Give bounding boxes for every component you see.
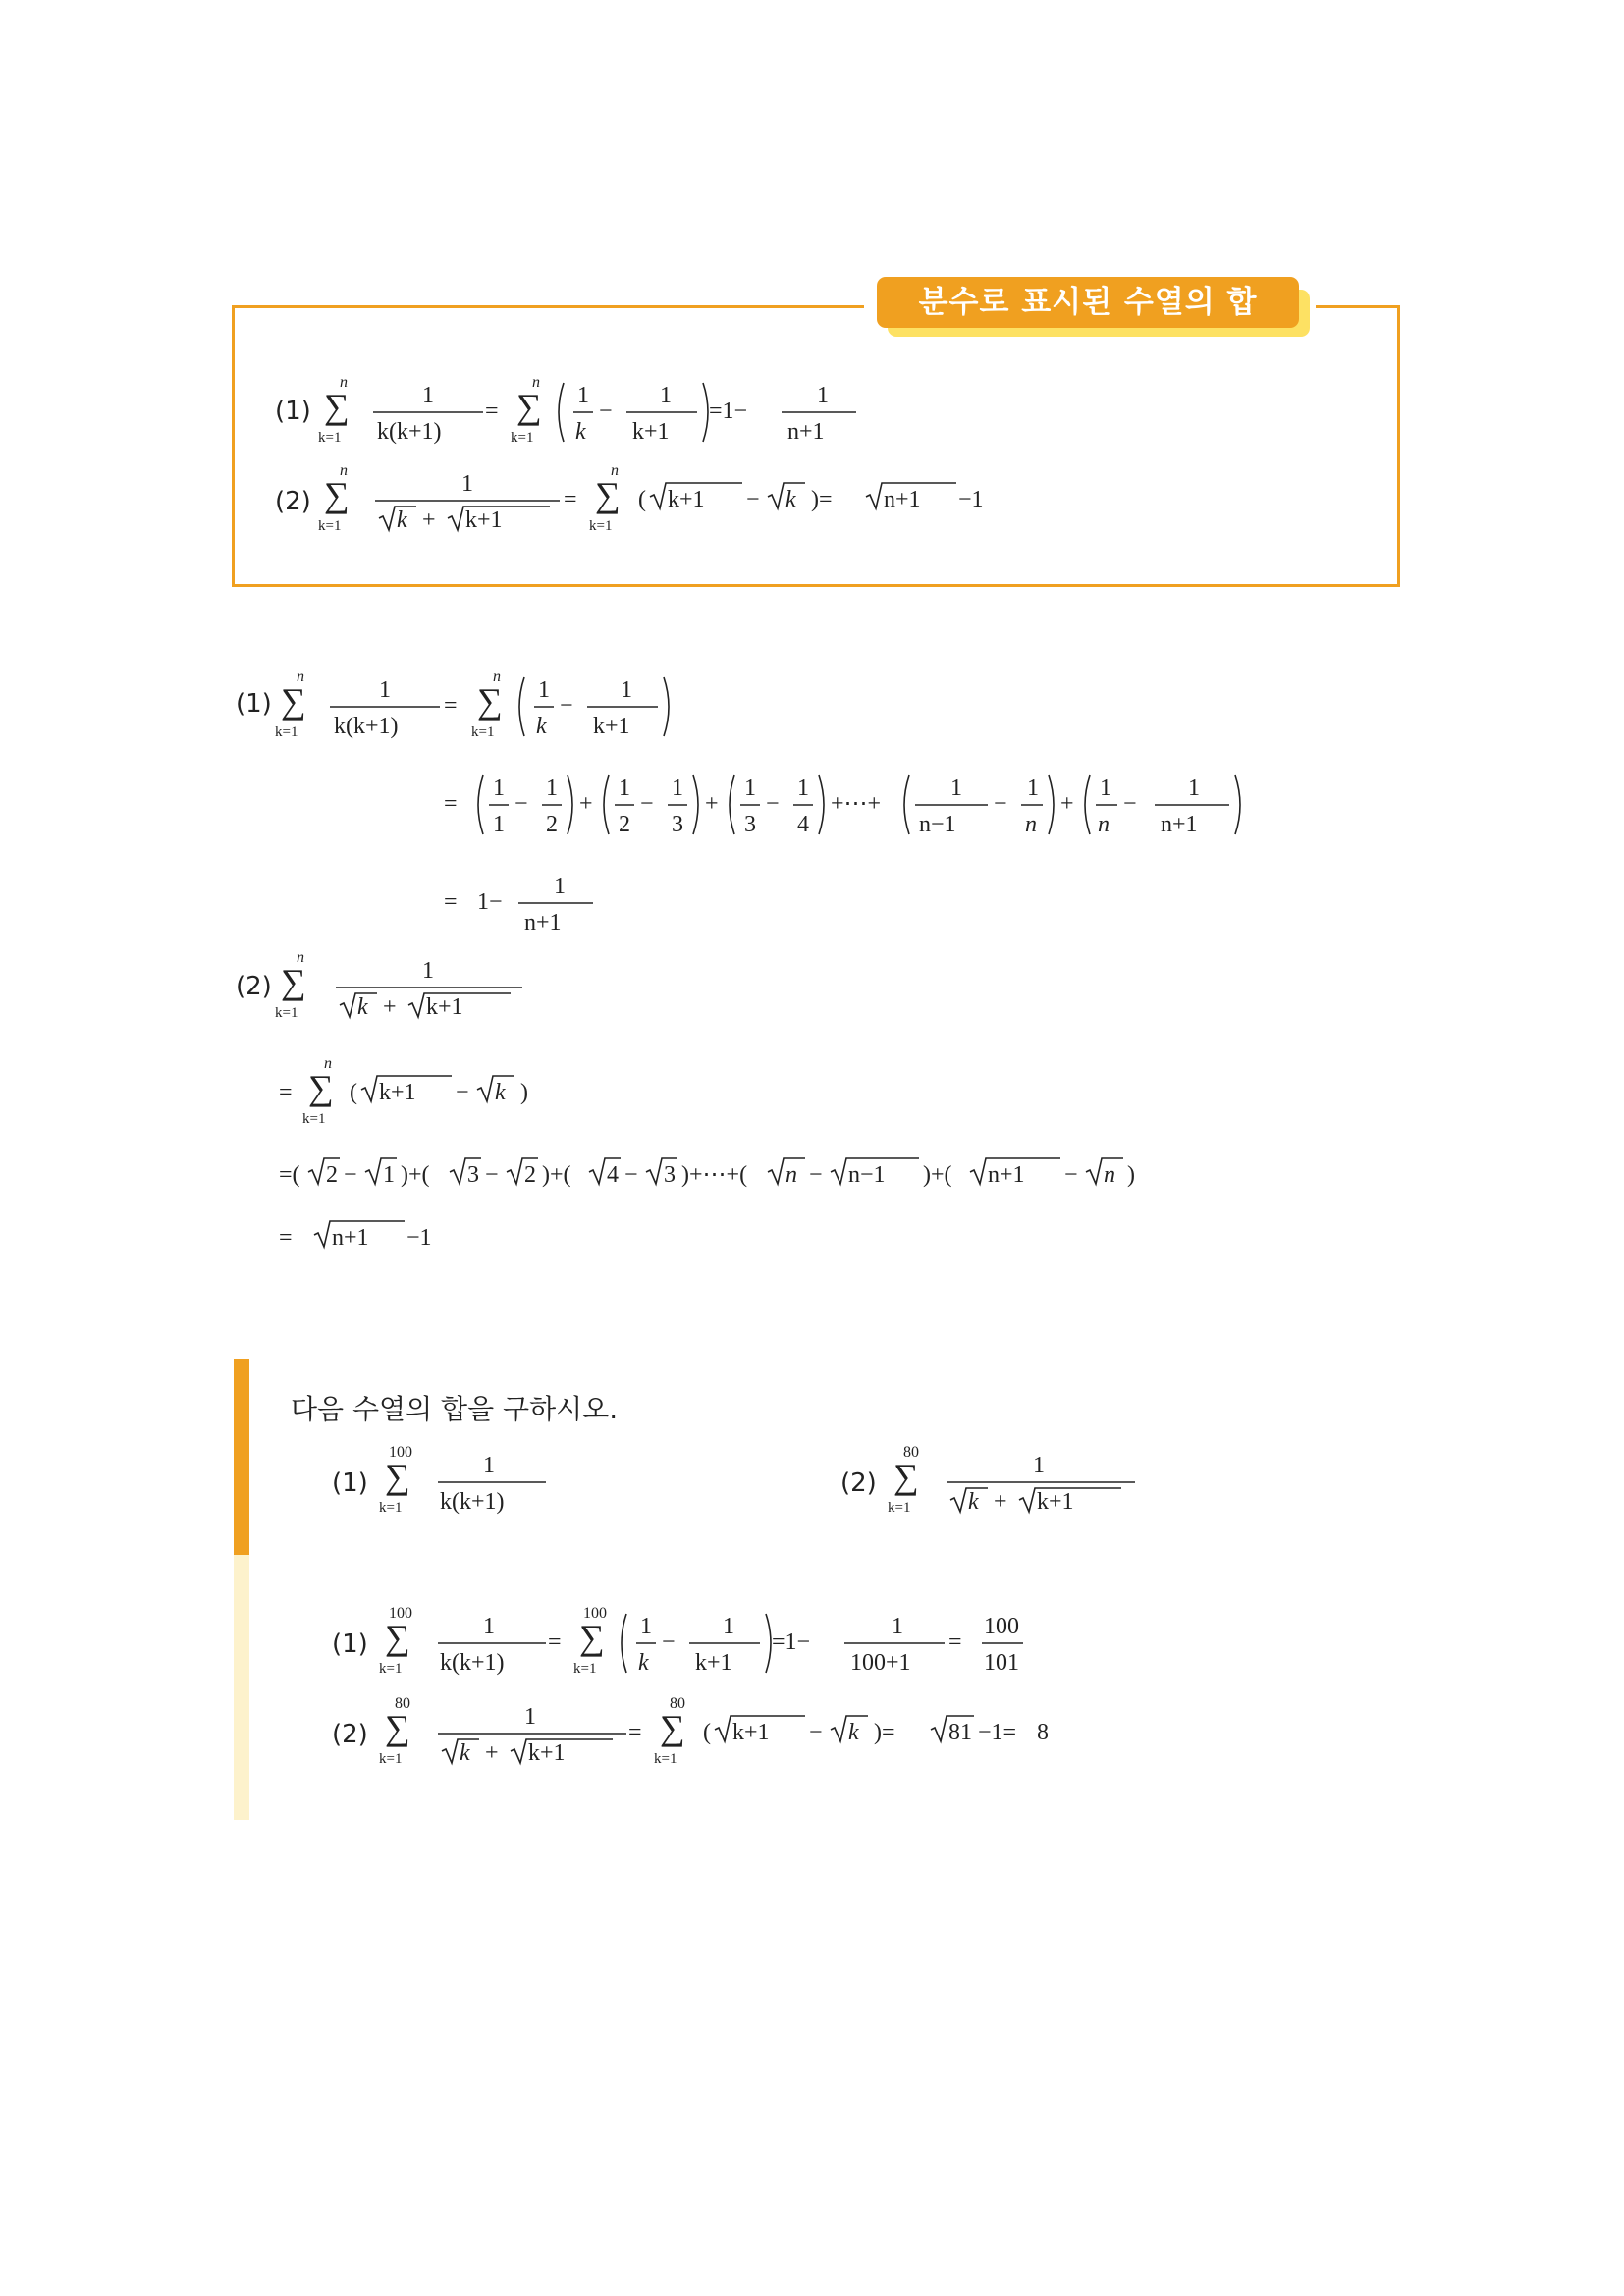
svg-text:1: 1 bbox=[621, 677, 632, 703]
svg-text:n+1: n+1 bbox=[787, 419, 825, 445]
solution-2-line-2 bbox=[275, 1054, 569, 1133]
svg-text:k: k bbox=[968, 1489, 979, 1515]
svg-text:−: − bbox=[809, 1162, 823, 1188]
svg-text:k=1: k=1 bbox=[511, 430, 534, 446]
svg-text:1: 1 bbox=[493, 812, 505, 837]
summary-label-2: (2) bbox=[275, 487, 311, 516]
svg-text:2: 2 bbox=[619, 812, 630, 837]
svg-text:+: + bbox=[383, 994, 397, 1020]
svg-text:∑: ∑ bbox=[324, 475, 350, 514]
svg-text:n+1: n+1 bbox=[524, 910, 562, 935]
svg-text:k: k bbox=[460, 1740, 470, 1766]
problem-instruction: 다음 수열의 합을 구하시오. bbox=[291, 1393, 619, 1425]
answer-accent-bar bbox=[234, 1555, 249, 1820]
svg-text:100+1: 100+1 bbox=[850, 1650, 911, 1676]
svg-text:3: 3 bbox=[744, 812, 756, 837]
svg-text:n+1: n+1 bbox=[884, 487, 921, 512]
problem-formula-2 bbox=[886, 1443, 1161, 1522]
solution-1-line-1 bbox=[275, 667, 707, 746]
svg-text:)+(: )+( bbox=[923, 1162, 952, 1188]
svg-text:k=1: k=1 bbox=[318, 518, 342, 534]
svg-text:∑: ∑ bbox=[893, 1457, 919, 1496]
solution-2-line-3 bbox=[275, 1147, 1296, 1205]
svg-text:1: 1 bbox=[1027, 775, 1039, 801]
problem-label-1: (1) bbox=[332, 1468, 368, 1498]
svg-text:1: 1 bbox=[1100, 775, 1111, 801]
svg-text:+: + bbox=[422, 507, 436, 533]
problem-formula-1 bbox=[377, 1443, 554, 1522]
problem-accent-bar bbox=[234, 1359, 249, 1555]
svg-text:n: n bbox=[611, 462, 619, 479]
svg-text:100: 100 bbox=[389, 1605, 412, 1622]
svg-text:1: 1 bbox=[723, 1614, 734, 1639]
svg-text:=1−: =1− bbox=[709, 399, 748, 424]
svg-text:∑: ∑ bbox=[579, 1618, 605, 1657]
svg-text:=: = bbox=[279, 1225, 293, 1251]
svg-text:n+1: n+1 bbox=[332, 1225, 369, 1251]
svg-text:)+⋯+(: )+⋯+( bbox=[681, 1162, 748, 1188]
svg-text:−: − bbox=[809, 1720, 823, 1745]
svg-text:k+1: k+1 bbox=[732, 1720, 770, 1745]
svg-text:1: 1 bbox=[483, 1453, 495, 1478]
svg-text:1: 1 bbox=[461, 471, 473, 497]
svg-text:k=1: k=1 bbox=[379, 1661, 403, 1677]
svg-text:1: 1 bbox=[817, 383, 829, 408]
summary-formula-1 bbox=[314, 373, 884, 452]
svg-text:80: 80 bbox=[670, 1695, 685, 1712]
svg-text:k=1: k=1 bbox=[888, 1500, 911, 1516]
svg-text:k+1: k+1 bbox=[632, 419, 670, 445]
svg-text:3: 3 bbox=[467, 1162, 479, 1188]
svg-text:−: − bbox=[1064, 1162, 1078, 1188]
svg-text:k+1: k+1 bbox=[426, 994, 463, 1020]
svg-text:−: − bbox=[456, 1080, 469, 1105]
svg-text:n−1: n−1 bbox=[848, 1162, 886, 1188]
svg-text:−1: −1 bbox=[958, 487, 984, 512]
svg-text:k=1: k=1 bbox=[302, 1111, 326, 1127]
svg-text:): ) bbox=[520, 1080, 528, 1105]
svg-text:1: 1 bbox=[797, 775, 809, 801]
svg-text:3: 3 bbox=[664, 1162, 676, 1188]
svg-text:=: = bbox=[628, 1720, 642, 1745]
svg-text:1: 1 bbox=[950, 775, 962, 801]
svg-text:k=1: k=1 bbox=[275, 724, 298, 740]
svg-text:3: 3 bbox=[672, 812, 683, 837]
svg-text:1: 1 bbox=[383, 1162, 395, 1188]
svg-text:k+1: k+1 bbox=[379, 1080, 416, 1105]
svg-text:∑: ∑ bbox=[595, 475, 621, 514]
svg-text:=: = bbox=[564, 487, 577, 512]
svg-text:100: 100 bbox=[984, 1614, 1019, 1639]
svg-text:)+(: )+( bbox=[401, 1162, 430, 1188]
svg-text:1: 1 bbox=[1033, 1453, 1045, 1478]
svg-text:k: k bbox=[536, 714, 547, 739]
svg-text:4: 4 bbox=[607, 1162, 619, 1188]
svg-text:)=: )= bbox=[874, 1720, 895, 1745]
problem-label-2: (2) bbox=[840, 1468, 877, 1498]
svg-text:−: − bbox=[344, 1162, 357, 1188]
answer-result-2: 8 bbox=[1037, 1720, 1049, 1745]
svg-text:k=1: k=1 bbox=[573, 1661, 597, 1677]
svg-text:(: ( bbox=[638, 487, 646, 512]
svg-text:∑: ∑ bbox=[516, 387, 542, 426]
svg-text:∑: ∑ bbox=[281, 681, 306, 721]
svg-text:=(: =( bbox=[279, 1162, 300, 1188]
svg-text:n−1: n−1 bbox=[919, 812, 956, 837]
svg-text:k+1: k+1 bbox=[528, 1740, 566, 1766]
svg-text:80: 80 bbox=[903, 1444, 919, 1461]
svg-text:−: − bbox=[766, 791, 780, 817]
svg-text:2: 2 bbox=[546, 812, 558, 837]
answer-formula-2 bbox=[377, 1694, 1104, 1773]
svg-text:∑: ∑ bbox=[385, 1708, 410, 1747]
svg-text:−: − bbox=[624, 1162, 638, 1188]
svg-text:1: 1 bbox=[640, 1614, 652, 1639]
svg-text:1: 1 bbox=[554, 874, 566, 899]
svg-text:n+1: n+1 bbox=[1161, 812, 1198, 837]
svg-text:+⋯+: +⋯+ bbox=[831, 791, 882, 817]
svg-text:−: − bbox=[746, 487, 760, 512]
svg-text:1: 1 bbox=[1188, 775, 1200, 801]
svg-text:k: k bbox=[848, 1720, 859, 1745]
svg-text:n: n bbox=[340, 374, 348, 391]
svg-text:k(k+1): k(k+1) bbox=[377, 419, 442, 445]
svg-text:=: = bbox=[444, 889, 458, 915]
svg-text:n+1: n+1 bbox=[988, 1162, 1025, 1188]
svg-text:(: ( bbox=[703, 1720, 711, 1745]
svg-text:k+1: k+1 bbox=[695, 1650, 732, 1676]
svg-text:n: n bbox=[1098, 812, 1110, 837]
svg-text:=1−: =1− bbox=[772, 1629, 811, 1655]
summary-label-1: (1) bbox=[275, 397, 311, 426]
svg-text:+: + bbox=[705, 791, 719, 817]
svg-text:k: k bbox=[495, 1080, 506, 1105]
svg-text:1: 1 bbox=[422, 383, 434, 408]
svg-text:1: 1 bbox=[744, 775, 756, 801]
svg-text:∑: ∑ bbox=[385, 1457, 410, 1496]
svg-text:−1=: −1= bbox=[978, 1720, 1017, 1745]
svg-text:n: n bbox=[532, 374, 540, 391]
answer-formula-1 bbox=[377, 1604, 1045, 1682]
svg-text:=: = bbox=[485, 399, 499, 424]
svg-text:101: 101 bbox=[984, 1650, 1019, 1676]
svg-text:∑: ∑ bbox=[385, 1618, 410, 1657]
svg-text:n: n bbox=[493, 668, 501, 685]
svg-text:k=1: k=1 bbox=[471, 724, 495, 740]
svg-text:=: = bbox=[548, 1629, 562, 1655]
svg-text:1: 1 bbox=[524, 1704, 536, 1730]
solution-label-2: (2) bbox=[236, 972, 272, 1001]
svg-text:−: − bbox=[485, 1162, 499, 1188]
svg-text:∑: ∑ bbox=[308, 1068, 334, 1107]
svg-text:)+(: )+( bbox=[542, 1162, 571, 1188]
svg-text:∑: ∑ bbox=[324, 387, 350, 426]
svg-text:=: = bbox=[279, 1080, 293, 1105]
svg-text:1−: 1− bbox=[477, 889, 503, 915]
svg-text:−: − bbox=[560, 693, 573, 719]
svg-text:1: 1 bbox=[379, 677, 391, 703]
svg-text:n: n bbox=[297, 949, 304, 966]
svg-text:∑: ∑ bbox=[660, 1708, 685, 1747]
svg-text:k(k+1): k(k+1) bbox=[440, 1489, 505, 1515]
svg-text:−1: −1 bbox=[406, 1225, 432, 1251]
svg-text:1: 1 bbox=[672, 775, 683, 801]
svg-text:2: 2 bbox=[524, 1162, 536, 1188]
svg-text:4: 4 bbox=[797, 812, 809, 837]
svg-text:n: n bbox=[340, 462, 348, 479]
svg-text:k=1: k=1 bbox=[589, 518, 613, 534]
svg-text:+: + bbox=[994, 1489, 1007, 1515]
svg-text:100: 100 bbox=[583, 1605, 607, 1622]
svg-text:∑: ∑ bbox=[477, 681, 503, 721]
svg-text:k(k+1): k(k+1) bbox=[440, 1650, 505, 1676]
svg-text:n: n bbox=[785, 1162, 797, 1188]
svg-text:−: − bbox=[994, 791, 1007, 817]
svg-text:1: 1 bbox=[619, 775, 630, 801]
svg-text:k+1: k+1 bbox=[1037, 1489, 1074, 1515]
answer-label-2: (2) bbox=[332, 1720, 368, 1749]
svg-text:n: n bbox=[1104, 1162, 1115, 1188]
svg-text:=: = bbox=[444, 693, 458, 719]
svg-text:81: 81 bbox=[948, 1720, 972, 1745]
svg-text:1: 1 bbox=[493, 775, 505, 801]
svg-text:k+1: k+1 bbox=[465, 507, 503, 533]
svg-text:−: − bbox=[514, 791, 528, 817]
solution-1-line-3 bbox=[438, 864, 634, 942]
svg-text:+: + bbox=[485, 1740, 499, 1766]
svg-text:1: 1 bbox=[577, 383, 589, 408]
svg-text:−: − bbox=[662, 1629, 676, 1655]
svg-text:k: k bbox=[638, 1650, 649, 1676]
svg-text:80: 80 bbox=[395, 1695, 410, 1712]
svg-text:1: 1 bbox=[546, 775, 558, 801]
summary-formula-2 bbox=[314, 461, 1021, 540]
answer-label-1: (1) bbox=[332, 1629, 368, 1659]
svg-text:+: + bbox=[1060, 791, 1074, 817]
svg-text:k=1: k=1 bbox=[275, 1005, 298, 1021]
svg-text:(: ( bbox=[350, 1080, 357, 1105]
svg-text:1: 1 bbox=[483, 1614, 495, 1639]
section-title: 분수로 표시된 수열의 합 bbox=[877, 277, 1299, 328]
svg-text:k: k bbox=[357, 994, 368, 1020]
svg-text:−: − bbox=[1123, 791, 1137, 817]
svg-text:k: k bbox=[397, 507, 407, 533]
svg-text:1: 1 bbox=[660, 383, 672, 408]
svg-text:100: 100 bbox=[389, 1444, 412, 1461]
svg-text:k(k+1): k(k+1) bbox=[334, 714, 399, 739]
svg-text:k: k bbox=[785, 487, 796, 512]
svg-text:1: 1 bbox=[892, 1614, 903, 1639]
svg-text:n: n bbox=[297, 668, 304, 685]
svg-text:1: 1 bbox=[538, 677, 550, 703]
solution-label-1: (1) bbox=[236, 689, 272, 719]
svg-text:k=1: k=1 bbox=[318, 430, 342, 446]
svg-text:−: − bbox=[599, 399, 613, 424]
svg-text:=: = bbox=[444, 791, 458, 817]
svg-text:∑: ∑ bbox=[281, 962, 306, 1001]
svg-text:−: − bbox=[640, 791, 654, 817]
solution-2-line-4 bbox=[275, 1209, 471, 1268]
svg-text:2: 2 bbox=[326, 1162, 338, 1188]
svg-text:n: n bbox=[324, 1055, 332, 1072]
solution-2-line-1 bbox=[275, 948, 550, 1027]
svg-text:k=1: k=1 bbox=[654, 1751, 677, 1767]
svg-text:=: = bbox=[948, 1629, 962, 1655]
solution-1-line-2 bbox=[438, 766, 1292, 844]
svg-text:n: n bbox=[1025, 812, 1037, 837]
svg-text:): ) bbox=[1127, 1162, 1135, 1188]
svg-text:k+1: k+1 bbox=[593, 714, 630, 739]
svg-text:k: k bbox=[575, 419, 586, 445]
svg-text:k=1: k=1 bbox=[379, 1751, 403, 1767]
svg-text:+: + bbox=[579, 791, 593, 817]
svg-text:)=: )= bbox=[811, 487, 833, 512]
svg-text:1: 1 bbox=[422, 958, 434, 984]
svg-text:k+1: k+1 bbox=[668, 487, 705, 512]
svg-text:k=1: k=1 bbox=[379, 1500, 403, 1516]
